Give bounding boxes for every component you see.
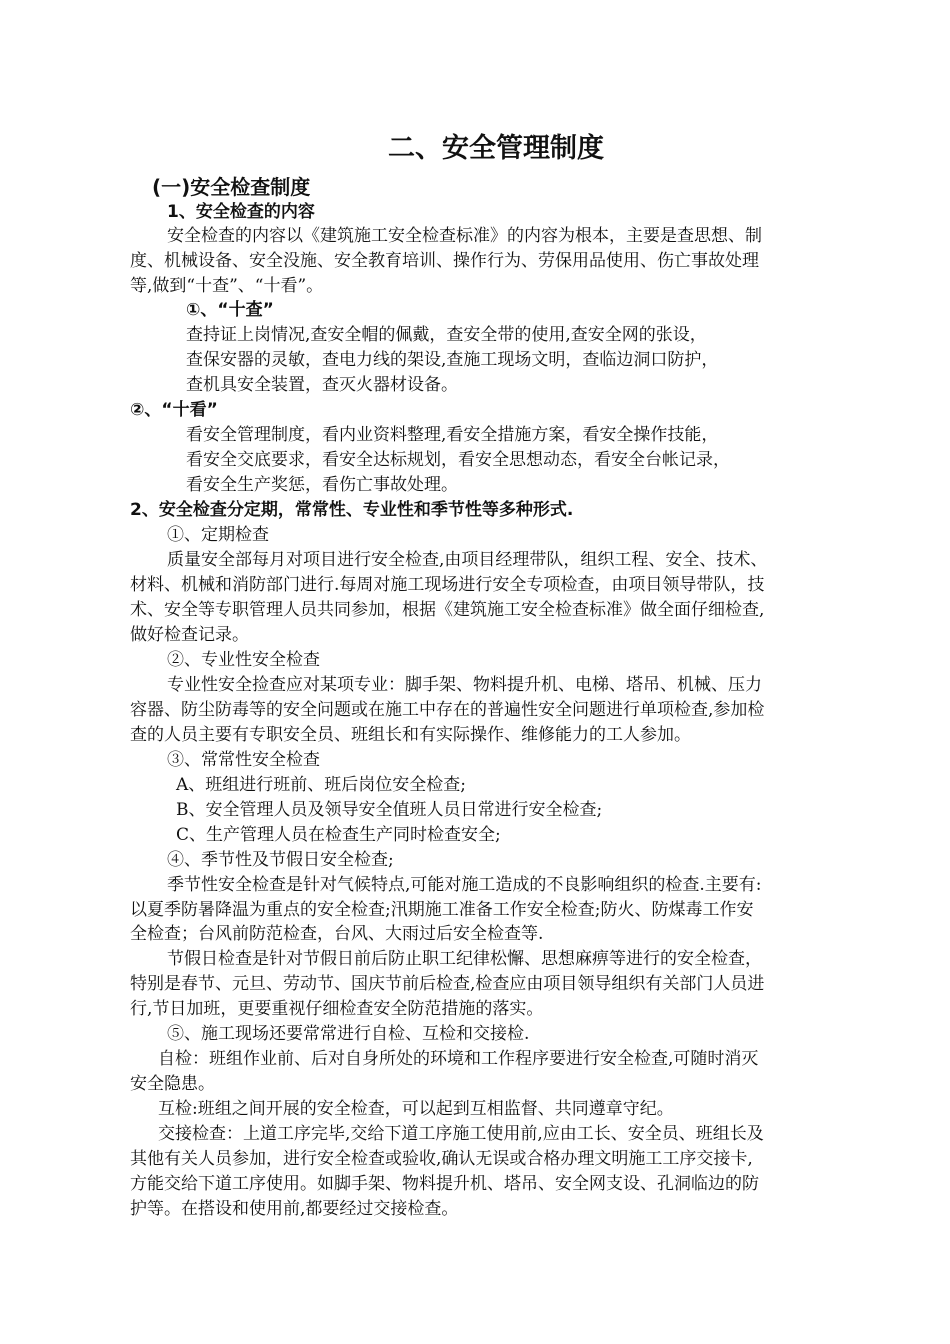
paragraph-line: 安全检查的内容以《建筑施工安全检查标准》的内容为根本，主要是查思想、制 (167, 226, 762, 246)
item-heading: ③、常常性安全检查 (167, 750, 320, 770)
paragraph-line: 季节性安全检查是针对气候特点,可能对施工造成的不良影响组织的检查.主要有: (167, 875, 762, 895)
paragraph-line: 全检查；台风前防范检查，台风、大雨过后安全检查等. (130, 924, 544, 944)
paragraph-line: 质量安全部每月对项目进行安全检查,由项目经理带队，组织工程、安全、技术、 (167, 550, 768, 570)
subsection-heading: 2、安全检查分定期，常常性、专业性和季节性等多种形式. (130, 500, 574, 520)
paragraph-line: 以夏季防暑降温为重点的安全检查;汛期施工准备工作安全检查;防火、防煤毒工作安 (130, 900, 754, 920)
paragraph-line: 其他有关人员参加，进行安全检查或验收,确认无误或合格办理文明施工工序交接卡, (130, 1149, 753, 1169)
paragraph-line: 自检：班组作业前、后对自身所处的环境和工作程序要进行安全检查,可随时消灭 (158, 1049, 759, 1069)
list-item: 看安全管理制度，看内业资料整理,看安全措施方案，看安全操作技能， (186, 425, 719, 445)
page-title: 二、安全管理制度 (388, 133, 604, 164)
list-item: 查机具安全装置，查灭火器材设备。 (186, 375, 458, 395)
paragraph-line: 互检:班组之间开展的安全检查，可以起到互相监督、共同遵章守纪。 (158, 1099, 674, 1119)
paragraph-line: 做好检查记录。 (130, 625, 249, 645)
paragraph-line: 度、机械设备、安全没施、安全教育培训、操作行为、劳保用品使用、伤亡事故处理 (130, 251, 759, 271)
paragraph-line: 术、安全等专职管理人员共同参加，根据《建筑施工安全检查标准》做全面仔细检查, (130, 600, 765, 620)
item-heading: ②、专业性安全检查 (167, 650, 320, 670)
paragraph-line: 节假日检查是针对节假日前后防止职工纪律松懈、思想麻痹等进行的安全检查， (167, 949, 762, 969)
list-item: B、安全管理人员及领导安全值班人员日常进行安全检查; (176, 800, 603, 820)
list-item: 看安全生产奖惩，看伤亡事故处理。 (186, 475, 458, 495)
paragraph-line: 等,做到“十查”、“十看”。 (130, 276, 324, 296)
item-heading: ①、定期检查 (167, 525, 269, 545)
paragraph-line: 容器、防尘防毒等的安全问题或在施工中存在的普遍性安全问题进行单项检查,参加检 (130, 700, 765, 720)
paragraph-line: 方能交给下道工序使用。如脚手架、物料提升机、塔吊、安全网支设、孔洞临边的防 (130, 1174, 759, 1194)
paragraph-line: 特别是春节、元旦、劳动节、国庆节前后检查,检查应由项目领导组织有关部门人员进 (130, 974, 765, 994)
subsection-heading: 1、安全检查的内容 (167, 202, 315, 222)
paragraph-line: 材料、机械和消防部门进行.每周对施工现场进行安全专项检查，由项目领导带队，技 (130, 575, 765, 595)
list-item: 看安全交底要求，看安全达标规划，看安全思想动态，看安全台帐记录， (186, 450, 730, 470)
item-heading: ④、季节性及节假日安全检查; (167, 850, 394, 870)
list-heading: ②、“十看” (130, 400, 218, 420)
item-heading: ⑤、施工现场还要常常进行自检、互检和交接检. (167, 1024, 530, 1044)
paragraph-line: 护等。在搭设和使用前,都要经过交接检查。 (130, 1199, 459, 1219)
section-heading: (一)安全检查制度 (152, 175, 311, 199)
paragraph-line: 交接检查：上道工序完毕,交给下道工序施工使用前,应由工长、安全员、班组长及 (158, 1124, 764, 1144)
paragraph-line: 专业性安全捡查应对某项专业：脚手架、物料提升机、电梯、塔吊、机械、压力 (167, 675, 762, 695)
list-heading: ①、“十查” (186, 300, 274, 320)
paragraph-line: 安全隐患。 (130, 1074, 215, 1094)
list-item: 查持证上岗情况,查安全帽的佩戴，查安全带的使用,查安全网的张设， (186, 325, 707, 345)
list-item: A、班组进行班前、班后岗位安全检查; (176, 775, 467, 795)
list-item: C、生产管理人员在检查生产同时检查安全; (176, 825, 501, 845)
paragraph-line: 行,节日加班，更要重视仔细检查安全防范措施的落实。 (130, 999, 544, 1019)
paragraph-line: 查的人员主要有专职安全员、班组长和有实际操作、维修能力的工人参加。 (130, 725, 691, 745)
list-item: 查保安器的灵敏，查电力线的架设,查施工现场文明，查临边洞口防护， (186, 350, 719, 370)
